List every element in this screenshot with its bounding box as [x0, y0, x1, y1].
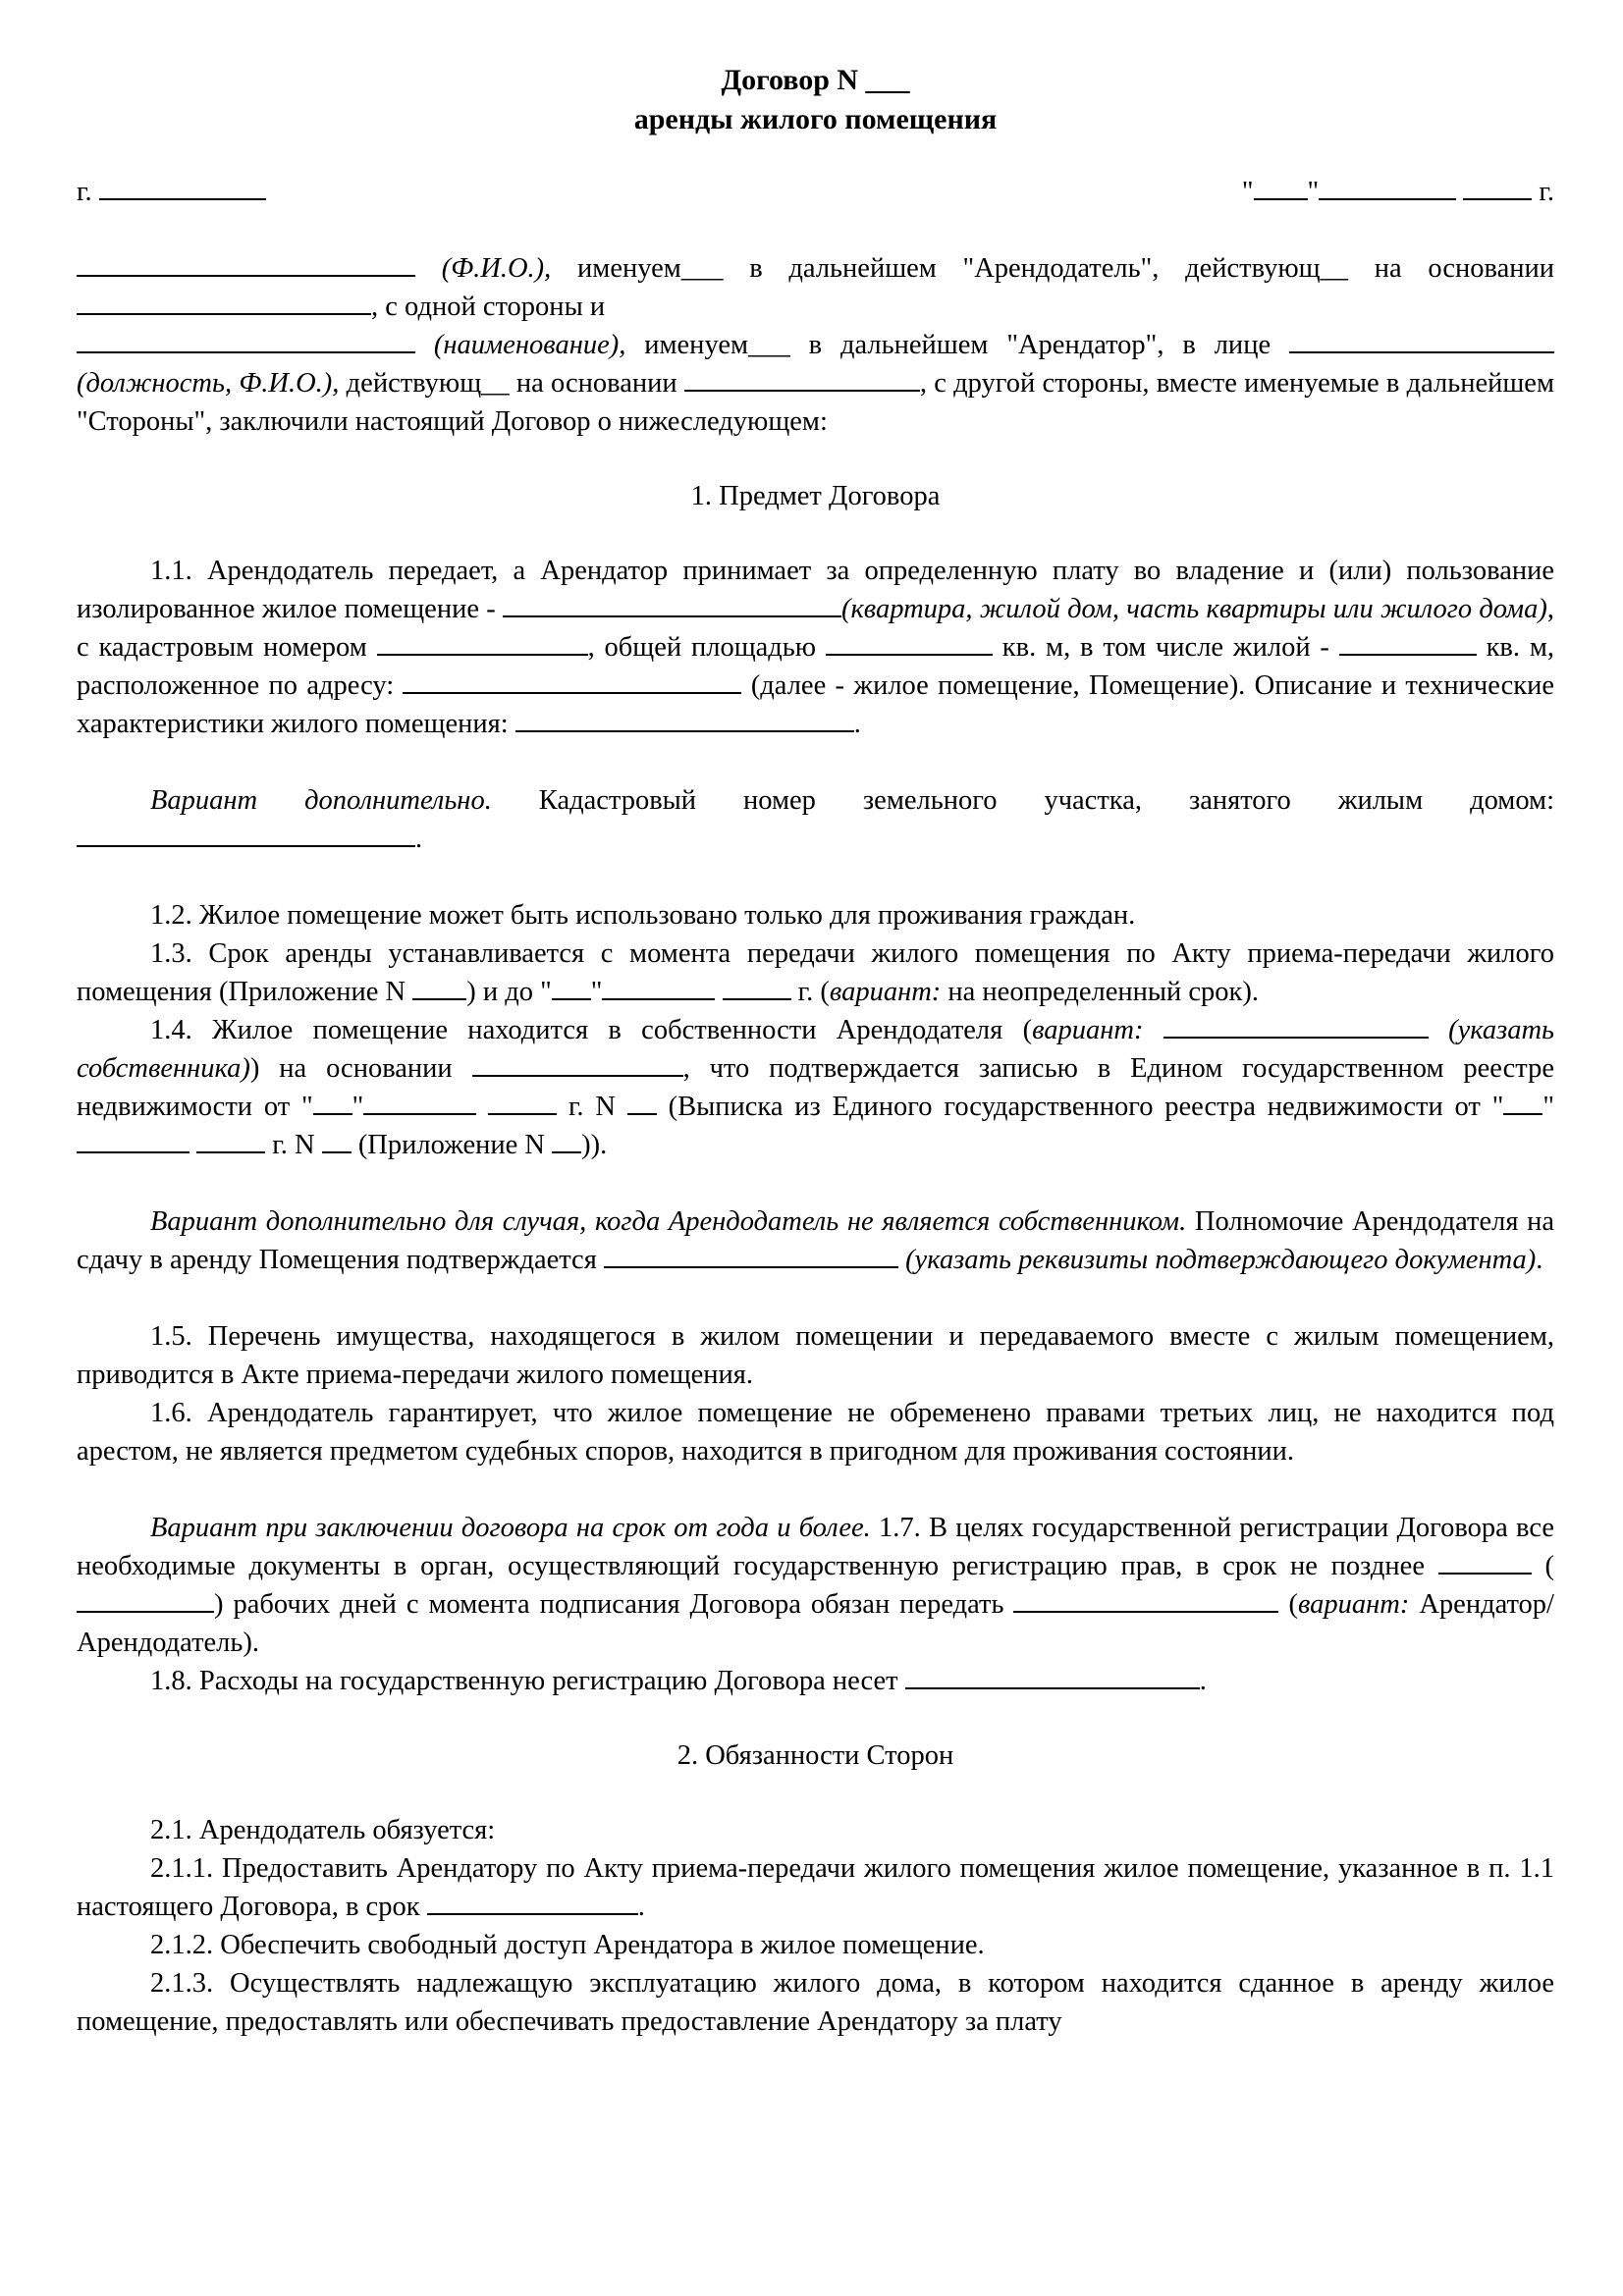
ownership-basis-blank[interactable] [472, 1049, 683, 1077]
clause-2-1-2: 2.1.2. Обеспечить свободный доступ Арендатора в жилое помещение. [150, 1930, 985, 1960]
address-blank[interactable] [403, 667, 741, 694]
clause-1-8: 1.8. Расходы на государственную регистрацию Договора несет . [77, 1662, 1554, 1700]
place-date-row [77, 173, 1554, 211]
registration-party-blank[interactable] [1013, 1585, 1278, 1613]
section-2-heading: 2. Обязанности Сторон [676, 1740, 954, 1771]
date-field: " " г. [1242, 173, 1554, 211]
preamble-paragraph: (Ф.И.О.), именуем___ в дальнейшем "Арендодатель", действующ__ на основании , с одной стороны и (наименование), именуем___ в дальнейшем "Арендатор", в лице (должность, Ф.И.О.), действующ__ на основании , с другой стороны, вместе именуемые в дальнейшем "Стороны", заключили настоящий Договор о нижеследующем: [77, 249, 1554, 441]
egrn-day-blank[interactable] [313, 1088, 352, 1115]
owner-blank[interactable] [1163, 1011, 1429, 1039]
variant-non-owner: Вариант дополнительно для случая, когда Арендодатель не является собственником. Полномочие Арендодателя на сдачу в аренду Помещения подтверждается (указать реквизиты подтверждающего документа). [77, 1206, 1554, 1275]
clause-1-4: 1.4. Жилое помещение находится в собственности Арендодателя (вариант: (указать собственника)) на основании , что подтверждается записью в Едином государственном реестре недвижимости от " " г. N (Выписка из Единого государственного реестра недвижимости от " " г. N (Приложение N )). [77, 1011, 1554, 1164]
clause-1-2: 1.2. Жилое помещение может быть использовано только для проживания граждан. [150, 900, 1136, 931]
clause-2-1-3: 2.1.3. Осуществлять надлежащую эксплуатацию жилого дома, в котором находится сданное в аренду жилое помещение, предоставлять или обеспечивать предоставление Арендатору за плату [77, 1968, 1554, 2037]
clause-1-1: 1.1. Арендодатель передает, а Арендатор принимает за определенную плату во владение и (или) пользование изолированное жилое помещение - (квартира, жилой дом, часть квартиры или жилого дома), с кадастровым номером , общей площадью кв. м, в том числе жилой - кв. м, расположенное по адресу: (далее - жилое помещение, Помещение). Описание и технические характеристики жилого помещения: . [77, 556, 1555, 739]
extract-appendix-blank[interactable] [552, 1126, 581, 1153]
tenant-rep-blank[interactable] [1289, 326, 1554, 353]
month-blank[interactable] [1319, 173, 1456, 200]
handover-term-blank[interactable] [427, 1888, 638, 1915]
land-cadastral-blank[interactable] [77, 820, 415, 847]
document-title: Договор N ___ [721, 64, 910, 96]
section-1-heading: 1. Предмет Договора [690, 481, 941, 511]
clause-1-3: 1.3. Срок аренды устанавливается с момента передачи жилого помещения по Акту приема-передачи жилого помещения (Приложение N ) и до " " г. (вариант: на неопределенный срок). [77, 938, 1554, 1007]
living-area-blank[interactable] [1339, 628, 1477, 656]
clause-1-6: 1.6. Арендодатель гарантирует, что жилое помещение не обременено правами третьих лиц, не находится под арестом, не является предметом судебных споров, находится в пригодном для проживания состоянии. [77, 1398, 1554, 1467]
extract-year-blank[interactable] [196, 1126, 265, 1153]
day-blank[interactable] [1254, 173, 1308, 200]
registration-costs-blank[interactable] [905, 1662, 1200, 1689]
property-type-blank[interactable] [503, 590, 841, 617]
egrn-year-blank[interactable] [488, 1088, 557, 1115]
egrn-month-blank[interactable] [363, 1088, 476, 1115]
registration-days-words-blank[interactable] [77, 1585, 214, 1613]
clause-2-1: 2.1. Арендодатель обязуется: [150, 1815, 496, 1845]
end-year-blank[interactable] [723, 973, 791, 1000]
cadastral-number-blank[interactable] [377, 628, 588, 656]
extract-day-blank[interactable] [1503, 1088, 1542, 1115]
total-area-blank[interactable] [826, 628, 993, 656]
end-month-blank[interactable] [602, 973, 715, 1000]
extract-number-blank[interactable] [322, 1126, 352, 1153]
place-field: г. [77, 173, 266, 211]
clause-1-5: 1.5. Перечень имущества, находящегося в жилом помещении и передаваемого вместе с жилым помещением, приводится в Акте приема-передачи жилого помещения. [77, 1321, 1554, 1390]
registration-days-number-blank[interactable] [1438, 1547, 1532, 1575]
appendix-number-blank[interactable] [412, 973, 466, 1000]
variant-registration: Вариант при заключении договора на срок от года и более. 1.7. В целях государственной регистрации Договора все необходимые документы в орган, осуществляющий государственную регистрацию прав, в срок не позднее () рабочих дней с момента подписания Договора обязан передать (вариант: Арендатор/Арендодатель). [77, 1513, 1554, 1658]
variant-land-plot: Вариант дополнительно. Кадастровый номер земельного участка, занятого жилым домом: . [77, 781, 1554, 858]
city-blank[interactable] [99, 173, 266, 200]
contract-page [77, 61, 1554, 2041]
landlord-name-blank[interactable] [77, 249, 415, 277]
authority-document-blank[interactable] [604, 1241, 898, 1268]
egrn-number-blank[interactable] [627, 1088, 657, 1115]
extract-month-blank[interactable] [77, 1126, 189, 1153]
year-blank[interactable] [1463, 173, 1532, 200]
clause-2-1-1: 2.1.1. Предоставить Арендатору по Акту приема-передачи жилого помещения жилое помещение, указанное в п. 1.1 настоящего Договора, в срок . [77, 1853, 1554, 1922]
landlord-basis-blank[interactable] [77, 288, 371, 315]
document-subtitle: аренды жилого помещения [633, 103, 998, 135]
description-blank[interactable] [515, 705, 854, 732]
tenant-name-blank[interactable] [77, 326, 415, 353]
tenant-basis-blank[interactable] [684, 364, 920, 392]
end-day-blank[interactable] [552, 973, 591, 1000]
